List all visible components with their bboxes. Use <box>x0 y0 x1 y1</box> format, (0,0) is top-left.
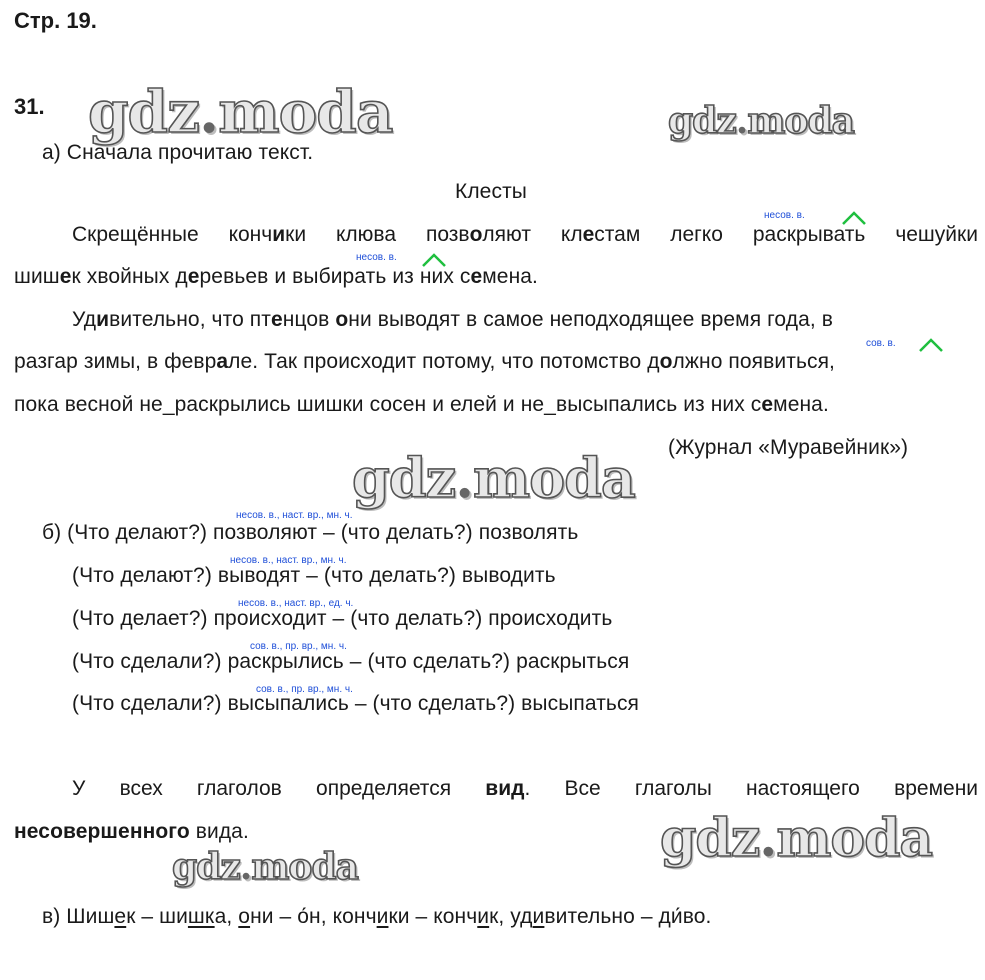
part-b-row: (Что делает?) происходит – (что делать?) происходить <box>72 607 613 630</box>
suffix-mark-icon <box>421 252 447 268</box>
watermark <box>88 78 392 146</box>
watermark-dot: . <box>735 100 748 142</box>
aspect-annotation: несов. в. <box>764 210 805 221</box>
watermark-right: moda <box>776 808 933 869</box>
exercise-number: 31. <box>14 94 45 119</box>
paragraph-2-line-1: Удивительно, что птенцов они выводят в самое неподходящее время года, в <box>72 308 834 331</box>
part-b-row: (Что делают?) выводят – (что делать?) выводить <box>72 564 556 587</box>
stressed-vowel: е <box>187 265 200 288</box>
suffix-mark-icon <box>918 337 944 353</box>
stressed-vowel: а <box>216 350 229 373</box>
verb: раскрылись <box>227 650 344 673</box>
watermark-dot: . <box>759 808 777 869</box>
verb: позволяют <box>213 521 318 544</box>
conclusion-line-2: несовершенного вида. <box>14 820 249 843</box>
watermark-dot: . <box>239 846 252 888</box>
watermark-dot: . <box>199 78 219 146</box>
watermark <box>352 446 635 510</box>
watermark-right: moda <box>251 846 358 888</box>
verb-annotation: сов. в., пр. вр., мн. ч. <box>256 684 353 695</box>
stressed-vowel: и <box>96 308 110 331</box>
watermark-right: moda <box>747 100 854 142</box>
underlined-letter: и <box>477 905 490 928</box>
watermark-right: moda <box>473 446 635 510</box>
keyword: вид <box>485 777 525 800</box>
stressed-vowel: е <box>271 308 283 331</box>
watermark <box>668 100 854 142</box>
paragraph-1-line-2: шишек хвойных деревьев и выбирать из них семена. <box>14 265 538 288</box>
word: чешуйки <box>895 223 978 246</box>
text-title: Клесты <box>455 180 527 203</box>
underlined-letter: и <box>532 905 545 928</box>
stressed-vowel: е <box>582 223 595 246</box>
keyword: несовершенного <box>14 820 190 843</box>
verb: выводят <box>217 564 301 587</box>
part-c-line: в) Шишек – шишка, они – о́н, кончики – кончик, удивительно – ди́во. <box>42 905 712 928</box>
underlined-letter: е <box>114 905 127 928</box>
word: Скрещённые <box>72 223 199 246</box>
part-b-row: (Что сделали?) раскрылись – (что сделать?) раскрыться <box>72 650 630 673</box>
conclusion-line-1: У всех глаголов определяется вид. Все глаголы настоящего времени <box>72 777 979 800</box>
verb-annotation: несов. в., наст. вр., мн. ч. <box>230 555 347 566</box>
aspect-annotation: несов. в. <box>356 252 397 263</box>
stressed-vowel: и <box>272 223 286 246</box>
watermark-left: gdz <box>172 846 240 888</box>
stressed-vowel: е <box>761 393 774 416</box>
watermark-dot: . <box>455 446 473 510</box>
text-source: (Журнал «Муравейник») <box>668 436 909 459</box>
word: кончики <box>228 223 307 246</box>
watermark-left: gdz <box>352 446 456 510</box>
verb: происходит <box>213 607 327 630</box>
word: легко <box>670 223 723 246</box>
watermark-left: gdz <box>88 78 200 146</box>
word: клестам <box>560 223 641 246</box>
watermark-right: moda <box>218 78 393 146</box>
word: раскрывать <box>752 223 866 246</box>
paragraph-2-line-2: разгар зимы, в феврале. Так происходит потому, что потомство должно появиться, <box>14 350 835 373</box>
verb-annotation: несов. в., наст. вр., ед. ч. <box>238 598 354 609</box>
watermark <box>172 846 358 888</box>
underlined-letter: шк <box>187 905 215 928</box>
stressed-vowel: е <box>59 265 72 288</box>
stressed-vowel: е <box>470 265 483 288</box>
underlined-letter: и <box>376 905 389 928</box>
verb: высыпались <box>227 692 349 715</box>
page-header: Стр. 19. <box>14 8 97 33</box>
word: клюва <box>336 223 397 246</box>
aspect-annotation: сов. в. <box>866 338 896 349</box>
part-b-row: б) (Что делают?) позволяют – (что делать?) позволять <box>42 521 579 544</box>
watermark-left: gdz <box>668 100 736 142</box>
stressed-vowel: о <box>469 223 483 246</box>
part-b-row: (Что сделали?) высыпались – (что сделать?) высыпаться <box>72 692 640 715</box>
watermark-left: gdz <box>660 808 760 869</box>
part-a-intro: а) Сначала прочитаю текст. <box>42 141 314 164</box>
watermark <box>660 808 932 869</box>
verb-annotation: сов. в., пр. вр., мн. ч. <box>250 641 347 652</box>
paragraph-2-line-3: пока весной не_раскрылись шишки сосен и елей и не_высыпались из них семена. <box>14 393 829 416</box>
underlined-letter: о <box>238 905 251 928</box>
paragraph-1-line-1 <box>72 223 978 247</box>
stressed-vowel: о <box>659 350 673 373</box>
stressed-vowel: о <box>335 308 349 331</box>
suffix-mark-icon <box>841 210 867 226</box>
word: позволяют <box>425 223 531 246</box>
verb-annotation: несов. в., наст. вр., мн. ч. <box>236 510 353 521</box>
